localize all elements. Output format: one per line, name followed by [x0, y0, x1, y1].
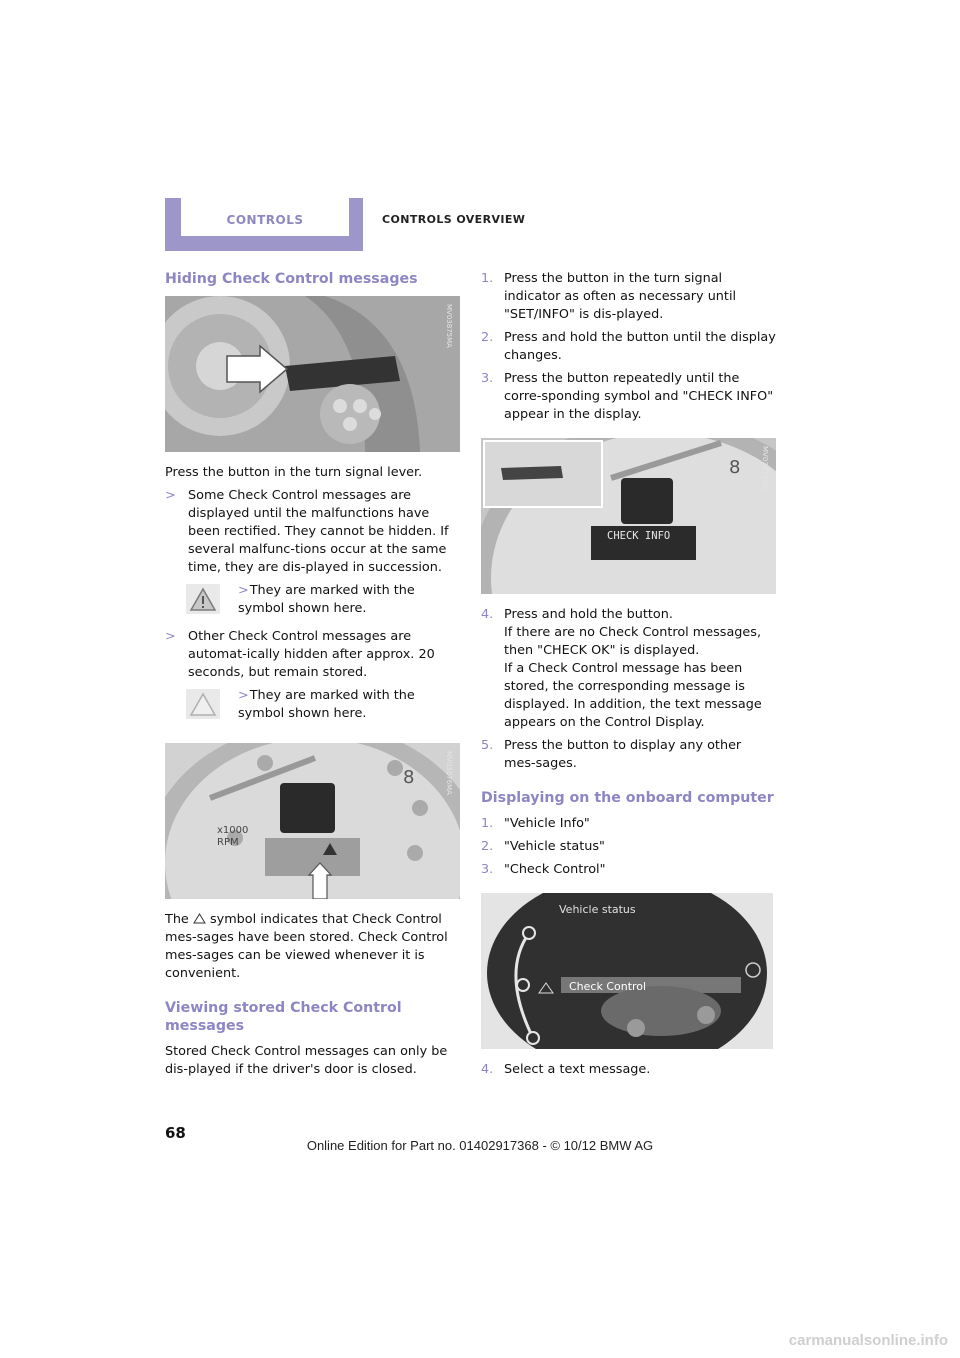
intro-text: Press the button in the turn signal lever.	[165, 465, 423, 480]
heading-viewing: Viewing stored Check Control messages	[165, 1000, 402, 1034]
step-item: 2. Press and hold the button until the display changes.	[481, 330, 776, 363]
vehicle-status-title: Vehicle status	[559, 903, 636, 916]
check-control-item: Check Control	[569, 980, 647, 993]
menu-step: 3. "Check Control"	[481, 862, 606, 877]
step-item: 3. Press the button repeatedly until the corre-sponding symbol and "CHECK INFO" appear in the display.	[481, 371, 774, 422]
figure-tachometer	[165, 743, 460, 899]
left-column	[165, 270, 460, 1084]
viewing-text: Stored Check Control messages can only be dis-played if the driver's door is closed.	[165, 1044, 448, 1077]
section-tab-label: CONTROLS	[181, 198, 349, 236]
svg-text:8: 8	[729, 457, 741, 478]
heading-onboard: Displaying on the onboard computer	[481, 790, 774, 806]
step-item: 4. Press and hold the button. If there are no Check Control messages, then "CHECK OK" is displayed. If a Check Control message has been stored, the corresponding message is displayed. In addition, the text message appears on the Control Display.	[481, 607, 762, 730]
figure-code: MV03877MA	[761, 446, 769, 490]
figure-code: MV03875MA	[445, 304, 453, 348]
tachometer-illustration	[165, 743, 460, 899]
bullet-item	[165, 628, 460, 682]
sub-bullet-text: They are marked with the symbol shown here.	[238, 583, 415, 616]
bullet-text: Other Check Control messages are automat-ically hidden after approx. 20 seconds, but remain stored.	[188, 629, 435, 680]
menu-step: 2. "Vehicle status"	[481, 839, 605, 854]
sub-bullet-text: They are marked with the symbol shown here.	[238, 688, 415, 721]
chapter-label: CONTROLS OVERVIEW	[382, 213, 526, 226]
step-item: 5. Press the button to display any other mes-sages.	[481, 738, 742, 771]
right-column	[481, 270, 776, 1084]
figure-turn-signal-lever	[165, 296, 460, 452]
bullet-item	[165, 487, 460, 577]
sub-bullet: >They are marked with the symbol shown here.	[186, 687, 460, 727]
menu-step: 1. "Vehicle Info"	[481, 816, 590, 831]
watermark: carmanualsonline.info	[788, 1332, 948, 1349]
check-info-illustration	[481, 438, 776, 594]
step-item: 1. Press the button in the turn signal indicator as often as necessary until "SET/INFO" is dis-played.	[481, 271, 737, 322]
figure-vehicle-status	[481, 893, 773, 1049]
figure-check-info	[481, 438, 776, 594]
warning-triangle-icon	[186, 584, 220, 614]
bullet-marker: >	[165, 488, 176, 503]
step-item: 4. Select a text message.	[481, 1062, 651, 1077]
symbol-paragraph: The symbol indicates that Check Control mes-sages have been stored. Check Control mes-sages can be viewed whenever it is convenient.	[165, 912, 448, 981]
svg-text:8: 8	[403, 767, 415, 788]
footer-text: Online Edition for Part no. 01402917368 - © 10/12 BMW AG	[306, 1138, 654, 1153]
heading-hiding: Hiding Check Control messages	[165, 271, 418, 287]
bullet-text: Some Check Control messages are displayed until the malfunctions have been rectified. They cannot be hidden. If several malfunc-tions occur at the same time, they are dis-played in succession.	[188, 488, 449, 575]
rpm-label: x1000 RPM	[217, 825, 249, 848]
bullet-marker: >	[165, 629, 176, 644]
warning-triangle-outline-icon	[186, 689, 220, 719]
check-info-display: CHECK INFO	[607, 530, 671, 542]
turn-signal-illustration	[165, 296, 460, 452]
figure-code: MV03876MA	[445, 751, 453, 795]
sub-bullet: >They are marked with the symbol shown here.	[186, 582, 460, 622]
page-number: 68	[165, 1124, 186, 1142]
warning-triangle-icon	[193, 912, 206, 923]
